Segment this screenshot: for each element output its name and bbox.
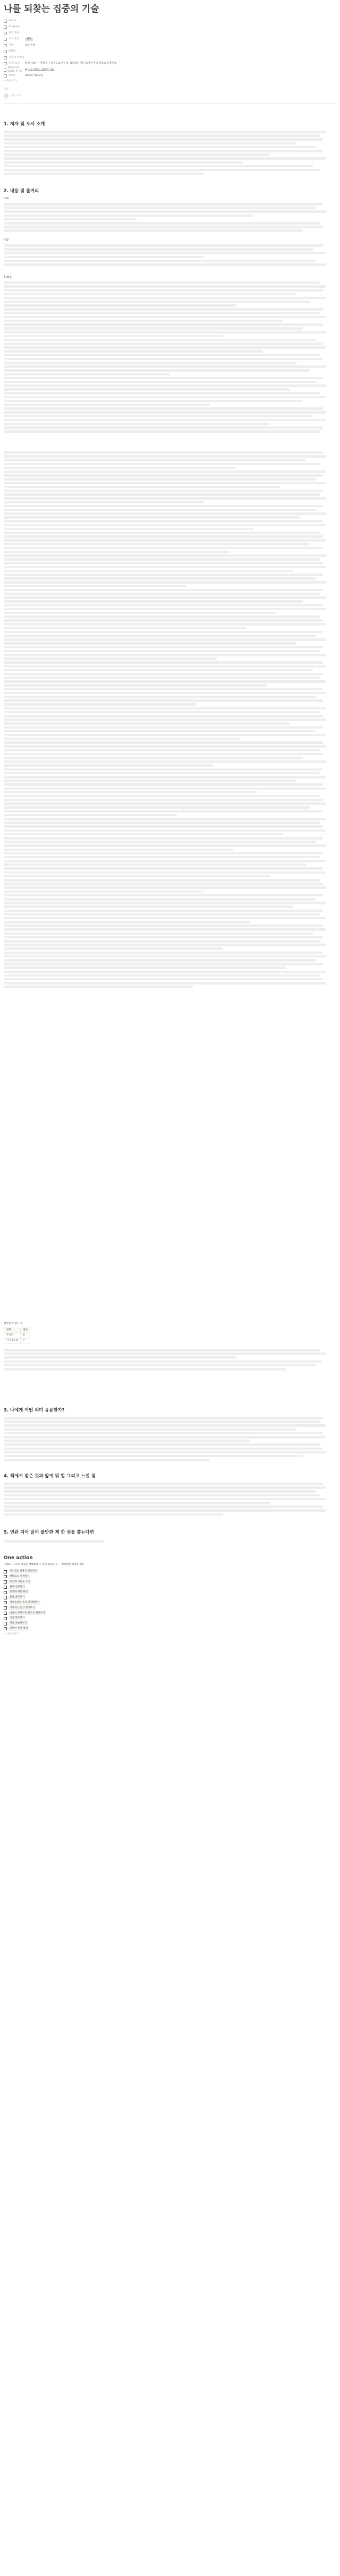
section-heading: 1. 저자 및 도서 소개 xyxy=(4,121,45,126)
table-cell[interactable]: 7 xyxy=(21,1338,30,1343)
todo-text: 의식있는 집중의 인정하기 xyxy=(10,1570,37,1573)
checkbox[interactable] xyxy=(4,1586,7,1589)
new-item-button[interactable]: + 새로 만들기 xyxy=(4,1633,19,1636)
time-label xyxy=(4,276,336,280)
status-icon xyxy=(4,20,7,23)
checkbox[interactable] xyxy=(4,1627,7,1630)
checkbox[interactable] xyxy=(4,1575,7,1578)
tag-icon xyxy=(4,50,7,53)
todo-text: 현재 인정하기 xyxy=(10,1585,25,1588)
page-icon: ▤ xyxy=(25,68,28,71)
section-2-text-b xyxy=(4,244,336,267)
section-heading: 5. 연관 지어 읽어 볼만한 책 한 권을 뽑는다면 xyxy=(4,1529,94,1535)
todo-list xyxy=(4,1569,336,1632)
section-heading: 2. 내용 및 줄거리 xyxy=(4,188,39,193)
todo-text: 지금 연습해보기 xyxy=(10,1622,27,1625)
checkbox[interactable] xyxy=(4,1580,7,1584)
one-action-title: One action xyxy=(4,1555,33,1561)
table-caption: 결정할 수 있는 것 xyxy=(4,1322,23,1325)
status-badge: 완독 xyxy=(25,38,33,41)
property-key: Book List (2025 할 일) xyxy=(7,66,22,73)
todo-item[interactable] xyxy=(4,1626,336,1631)
section-4-text xyxy=(4,1483,336,1517)
section-5-text xyxy=(4,1540,336,1544)
checkbox[interactable] xyxy=(4,1601,7,1604)
calendar-icon xyxy=(4,56,7,59)
section-4 xyxy=(4,1473,336,1479)
page-title: 나를 되찾는 집중의 기술 xyxy=(4,4,99,14)
section-heading: 3. 나에게 어떤 의미 유용한가? xyxy=(4,1407,65,1413)
page-ref: P.42 xyxy=(4,239,9,242)
table-row xyxy=(4,1333,30,1338)
divider xyxy=(4,103,336,104)
todo-item[interactable] xyxy=(4,1585,336,1590)
checkbox[interactable] xyxy=(4,1622,7,1625)
checkbox[interactable] xyxy=(4,1596,7,1599)
property-value: 현대 사회는 산만함을 구조적으로 만들며, 집중력은 개인 의지가 아닌 환경의 문제이다. xyxy=(25,62,117,65)
todo-text: 목적에 자율을 두기 xyxy=(10,1580,30,1583)
table-block xyxy=(4,1322,336,1344)
comments-label: 댓글 xyxy=(4,88,8,91)
section-2-text-e xyxy=(4,1349,336,1372)
property-key: Assignee xyxy=(8,25,20,29)
one-action-intro: P.202 ~지속적 관찰을 생활화할 수 있게 필요한 두 ~ 행복해진 생각을 행동 xyxy=(4,1563,84,1567)
property-key: 도서 가치 xyxy=(8,38,19,41)
relation-icon xyxy=(4,69,6,72)
relation-link[interactable]: 나를 되찾는 집중의 기술 xyxy=(28,68,54,71)
todo-text: 위해요소 인정하기 xyxy=(10,1575,30,1578)
todo-item[interactable] xyxy=(4,1621,336,1627)
property-key: 완료일 xyxy=(8,74,16,78)
todo-item[interactable] xyxy=(4,1611,336,1616)
property-book-list[interactable] xyxy=(4,67,336,73)
table-row xyxy=(4,1328,30,1333)
text-icon xyxy=(4,44,7,47)
todo-item[interactable] xyxy=(4,1574,336,1580)
property-book-value[interactable] xyxy=(4,37,336,43)
property-value: 요한 하리 xyxy=(25,44,36,47)
todo-item[interactable] xyxy=(4,1605,336,1611)
tag-icon xyxy=(4,38,7,41)
section-1 xyxy=(4,121,336,127)
table-cell[interactable]: 자기효능감 xyxy=(4,1338,21,1343)
checkbox[interactable] xyxy=(4,1617,7,1620)
property-summary[interactable] xyxy=(4,61,336,67)
todo-item[interactable] xyxy=(4,1595,336,1601)
property-list xyxy=(4,18,336,83)
property-author[interactable] xyxy=(4,42,336,49)
section-2-text-d xyxy=(4,451,336,989)
page-ref-36 xyxy=(4,198,336,201)
todo-item[interactable] xyxy=(4,1600,336,1605)
todo-text: 현재에 대한 확신 xyxy=(10,1590,28,1594)
todo-item[interactable] xyxy=(4,1579,336,1585)
todo-text: 정보습득량 유의 산리해보기 xyxy=(10,1601,40,1604)
property-result[interactable] xyxy=(4,49,336,55)
checkbox[interactable] xyxy=(4,1570,7,1573)
simple-table xyxy=(4,1328,30,1344)
property-done-date[interactable] xyxy=(4,73,336,80)
section-2 xyxy=(4,188,336,194)
todo-item[interactable] xyxy=(4,1616,336,1621)
section-heading: 4. 책에서 받은 것과 앞에 뭐 할 그리고 느낀 점 xyxy=(4,1473,96,1478)
person-icon xyxy=(4,25,7,29)
section-3 xyxy=(4,1407,336,1413)
property-key: 결과물 xyxy=(8,50,16,53)
property-key: 기간 및 마감일 xyxy=(8,56,24,59)
section-5 xyxy=(4,1529,336,1535)
todo-item[interactable] xyxy=(4,1569,336,1574)
section-2-text-a xyxy=(4,203,336,234)
page-ref: T.I.M.E xyxy=(4,276,12,279)
checkbox[interactable] xyxy=(4,1606,7,1610)
text-icon xyxy=(4,62,7,65)
table-cell[interactable]: 점수 xyxy=(21,1328,30,1333)
property-assignee[interactable] xyxy=(4,24,336,31)
todo-text: 차분한 관계 형성 xyxy=(10,1627,28,1630)
property-key: Status xyxy=(8,19,16,22)
checkbox[interactable] xyxy=(4,1612,7,1615)
property-key: 읽기 진행 xyxy=(8,31,19,35)
page-ref-42 xyxy=(4,239,336,243)
todo-text: 기다리는 순간 찾아보기 xyxy=(10,1606,35,1609)
property-deadline[interactable] xyxy=(4,55,336,61)
todo-text: 마음이 사라지지 않도록 밀리두기 xyxy=(10,1611,45,1614)
todo-text: 지금 향유하기 xyxy=(10,1616,25,1620)
property-key: 한 줄 요약 xyxy=(8,62,20,65)
todo-item[interactable] xyxy=(4,1590,336,1595)
add-property-button[interactable]: + 속성 추가 xyxy=(4,80,17,83)
todo-text: 몸을 움직이기 xyxy=(10,1596,25,1599)
property-key: 저자 xyxy=(8,44,13,47)
table-cell[interactable]: 주의력 xyxy=(4,1333,21,1338)
table-cell[interactable]: 8 xyxy=(21,1333,30,1338)
comment-input[interactable] xyxy=(4,93,336,98)
page-header xyxy=(0,0,340,104)
comments-section xyxy=(4,88,336,99)
section-2-text-c xyxy=(4,281,336,434)
list-icon xyxy=(4,32,7,35)
table-cell[interactable]: 항목 xyxy=(4,1328,21,1333)
avatar xyxy=(4,93,8,98)
section-3-text xyxy=(4,1417,336,1462)
table-row xyxy=(4,1338,30,1343)
comment-placeholder: 댓글 추가... xyxy=(11,94,23,97)
calendar-icon xyxy=(4,74,7,78)
checkbox[interactable] xyxy=(4,1591,7,1594)
property-progress[interactable] xyxy=(4,30,336,37)
section-1-text xyxy=(4,131,336,176)
page-ref: P.36 xyxy=(4,198,9,200)
property-status[interactable] xyxy=(4,18,336,24)
one-action-section xyxy=(4,1555,336,1637)
property-value: 2025년 9월 2일 xyxy=(25,74,43,78)
